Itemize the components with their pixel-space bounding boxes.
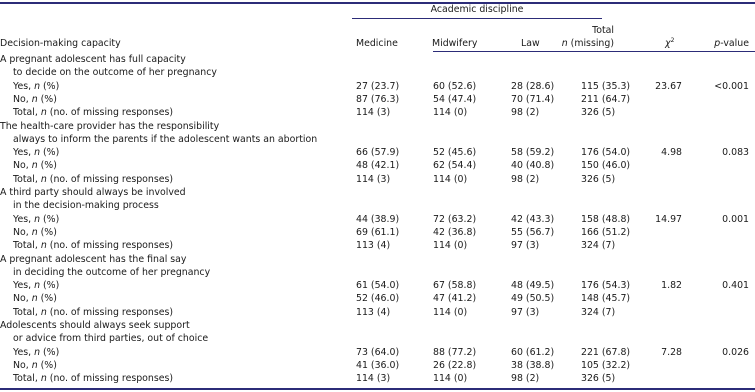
row-label: Total, n (no. of missing responses) xyxy=(13,373,174,385)
table-row xyxy=(0,174,755,186)
cell-midwifery: 88 (77.2) xyxy=(433,346,477,358)
table-row xyxy=(0,347,755,359)
table-row xyxy=(0,94,755,106)
cell-chi-square: 1.82 xyxy=(661,280,682,292)
cell-law: 38 (38.8) xyxy=(511,359,555,371)
cell-p-value: 0.083 xyxy=(722,147,749,159)
question-row xyxy=(0,333,755,345)
cell-law: 98 (2) xyxy=(511,373,540,385)
row-label: No, n (%) xyxy=(13,93,57,105)
row-label: Yes, n (%) xyxy=(13,280,60,292)
table-row xyxy=(0,81,755,93)
row-label: A pregnant adolescent has the final say xyxy=(0,253,187,265)
question-row xyxy=(0,54,755,66)
cell-total: 326 (5) xyxy=(581,373,616,385)
row-label: No, n (%) xyxy=(13,160,57,172)
header-bottom-rule xyxy=(433,51,755,52)
group-header-academic-discipline: Academic discipline xyxy=(430,4,524,15)
cell-total: 324 (7) xyxy=(581,240,616,252)
cell-total: 105 (32.2) xyxy=(581,359,631,371)
cell-law: 97 (3) xyxy=(511,306,540,318)
table-row xyxy=(0,240,755,252)
question-row xyxy=(0,254,755,266)
row-label: Total, n (no. of missing responses) xyxy=(13,173,174,185)
cell-law: 98 (2) xyxy=(511,173,540,185)
cell-law: 48 (49.5) xyxy=(511,280,555,292)
cell-total: 176 (54.3) xyxy=(581,280,631,292)
row-label: Yes, n (%) xyxy=(13,213,60,225)
table-row xyxy=(0,307,755,319)
cell-midwifery: 60 (52.6) xyxy=(433,80,477,92)
cell-medicine: 27 (23.7) xyxy=(356,80,400,92)
table-bottom-rule xyxy=(0,388,755,390)
cell-total: 326 (5) xyxy=(581,107,616,119)
cell-midwifery: 114 (0) xyxy=(433,373,468,385)
table-row xyxy=(0,293,755,305)
row-label: always to inform the parents if the adolescent wants an abortion xyxy=(13,133,318,145)
column-header-law: Law xyxy=(521,38,540,49)
cell-midwifery: 114 (0) xyxy=(433,306,468,318)
cell-medicine: 52 (46.0) xyxy=(356,293,400,305)
cell-p-value: 0.026 xyxy=(722,346,749,358)
cell-total: 158 (48.8) xyxy=(581,213,631,225)
table-row xyxy=(0,107,755,119)
cell-medicine: 69 (61.1) xyxy=(356,226,400,238)
question-row xyxy=(0,267,755,279)
column-header-decision-making: Decision-making capacity xyxy=(0,38,121,49)
cell-p-value: 0.401 xyxy=(722,280,749,292)
group-header-rule xyxy=(352,18,602,19)
cell-medicine: 114 (3) xyxy=(356,107,391,119)
cell-medicine: 61 (54.0) xyxy=(356,280,400,292)
table-row xyxy=(0,373,755,385)
cell-midwifery: 52 (45.6) xyxy=(433,147,477,159)
cell-midwifery: 54 (47.4) xyxy=(433,93,477,105)
column-header-p-value: p-value xyxy=(714,38,749,49)
cell-midwifery: 42 (36.8) xyxy=(433,226,477,238)
cell-total: 324 (7) xyxy=(581,306,616,318)
cell-medicine: 113 (4) xyxy=(356,306,391,318)
cell-chi-square: 4.98 xyxy=(661,147,682,159)
cell-law: 49 (50.5) xyxy=(511,293,555,305)
question-row xyxy=(0,134,755,146)
cell-law: 40 (40.8) xyxy=(511,160,555,172)
cell-chi-square: 7.28 xyxy=(661,346,682,358)
question-row xyxy=(0,200,755,212)
table-row xyxy=(0,280,755,292)
row-label: to decide on the outcome of her pregnancy xyxy=(13,67,217,79)
cell-law: 70 (71.4) xyxy=(511,93,555,105)
cell-midwifery: 26 (22.8) xyxy=(433,359,477,371)
cell-medicine: 113 (4) xyxy=(356,240,391,252)
cell-medicine: 48 (42.1) xyxy=(356,160,400,172)
table-row xyxy=(0,214,755,226)
cell-chi-square: 23.67 xyxy=(655,80,682,92)
question-row xyxy=(0,320,755,332)
question-row xyxy=(0,187,755,199)
row-label: or advice from third parties, out of choice xyxy=(13,333,209,345)
cell-chi-square: 14.97 xyxy=(655,213,682,225)
cell-total: 166 (51.2) xyxy=(581,226,631,238)
column-header-medicine: Medicine xyxy=(356,38,398,49)
row-label: No, n (%) xyxy=(13,226,57,238)
cell-medicine: 66 (57.9) xyxy=(356,147,400,159)
cell-total: 221 (67.8) xyxy=(581,346,631,358)
cell-medicine: 114 (3) xyxy=(356,173,391,185)
cell-total: 115 (35.3) xyxy=(581,80,631,92)
cell-law: 60 (61.2) xyxy=(511,346,555,358)
cell-law: 58 (59.2) xyxy=(511,147,555,159)
cell-law: 42 (43.3) xyxy=(511,213,555,225)
row-label: in deciding the outcome of her pregnancy xyxy=(13,266,211,278)
cell-total: 211 (64.7) xyxy=(581,93,631,105)
cell-midwifery: 47 (41.2) xyxy=(433,293,477,305)
row-label: Adolescents should always seek support xyxy=(0,320,190,331)
table-row xyxy=(0,160,755,172)
cell-midwifery: 67 (58.8) xyxy=(433,280,477,292)
row-label: No, n (%) xyxy=(13,293,57,305)
cell-medicine: 41 (36.0) xyxy=(356,359,400,371)
column-header-total-missing: n (missing) xyxy=(561,38,614,49)
cell-medicine: 87 (76.3) xyxy=(356,93,400,105)
column-header-total: Total xyxy=(592,25,614,36)
row-label: The health-care provider has the responsibility xyxy=(0,120,220,132)
column-header-midwifery: Midwifery xyxy=(432,38,478,49)
table-row xyxy=(0,360,755,372)
cell-total: 326 (5) xyxy=(581,173,616,185)
cell-medicine: 44 (38.9) xyxy=(356,213,400,225)
table-row xyxy=(0,227,755,239)
row-label: Total, n (no. of missing responses) xyxy=(13,107,174,119)
cell-p-value: 0.001 xyxy=(722,213,749,225)
cell-law: 98 (2) xyxy=(511,107,540,119)
cell-total: 148 (45.7) xyxy=(581,293,631,305)
row-label: in the decision-making process xyxy=(13,200,159,212)
row-label: Yes, n (%) xyxy=(13,80,60,92)
cell-total: 150 (46.0) xyxy=(581,160,631,172)
question-row xyxy=(0,121,755,133)
table-row xyxy=(0,147,755,159)
cell-medicine: 114 (3) xyxy=(356,373,391,385)
row-label: Yes, n (%) xyxy=(13,346,60,358)
cell-law: 97 (3) xyxy=(511,240,540,252)
row-label: A pregnant adolescent has full capacity xyxy=(0,54,186,65)
cell-p-value: <0.001 xyxy=(714,80,749,92)
row-label: No, n (%) xyxy=(13,359,57,371)
cell-midwifery: 62 (54.4) xyxy=(433,160,477,172)
row-label: Yes, n (%) xyxy=(13,147,60,159)
row-label: Total, n (no. of missing responses) xyxy=(13,306,174,318)
row-label: A third party should always be involved xyxy=(0,187,186,198)
cell-law: 55 (56.7) xyxy=(511,226,555,238)
cell-midwifery: 114 (0) xyxy=(433,240,468,252)
cell-total: 176 (54.0) xyxy=(581,147,631,159)
cell-midwifery: 72 (63.2) xyxy=(433,213,477,225)
cell-midwifery: 114 (0) xyxy=(433,107,468,119)
cell-midwifery: 114 (0) xyxy=(433,173,468,185)
column-header-chi-square: $\chi^2$ xyxy=(665,36,675,49)
cell-medicine: 73 (64.0) xyxy=(356,346,400,358)
row-label: Total, n (no. of missing responses) xyxy=(13,240,174,252)
question-row xyxy=(0,67,755,79)
cell-law: 28 (28.6) xyxy=(511,80,555,92)
